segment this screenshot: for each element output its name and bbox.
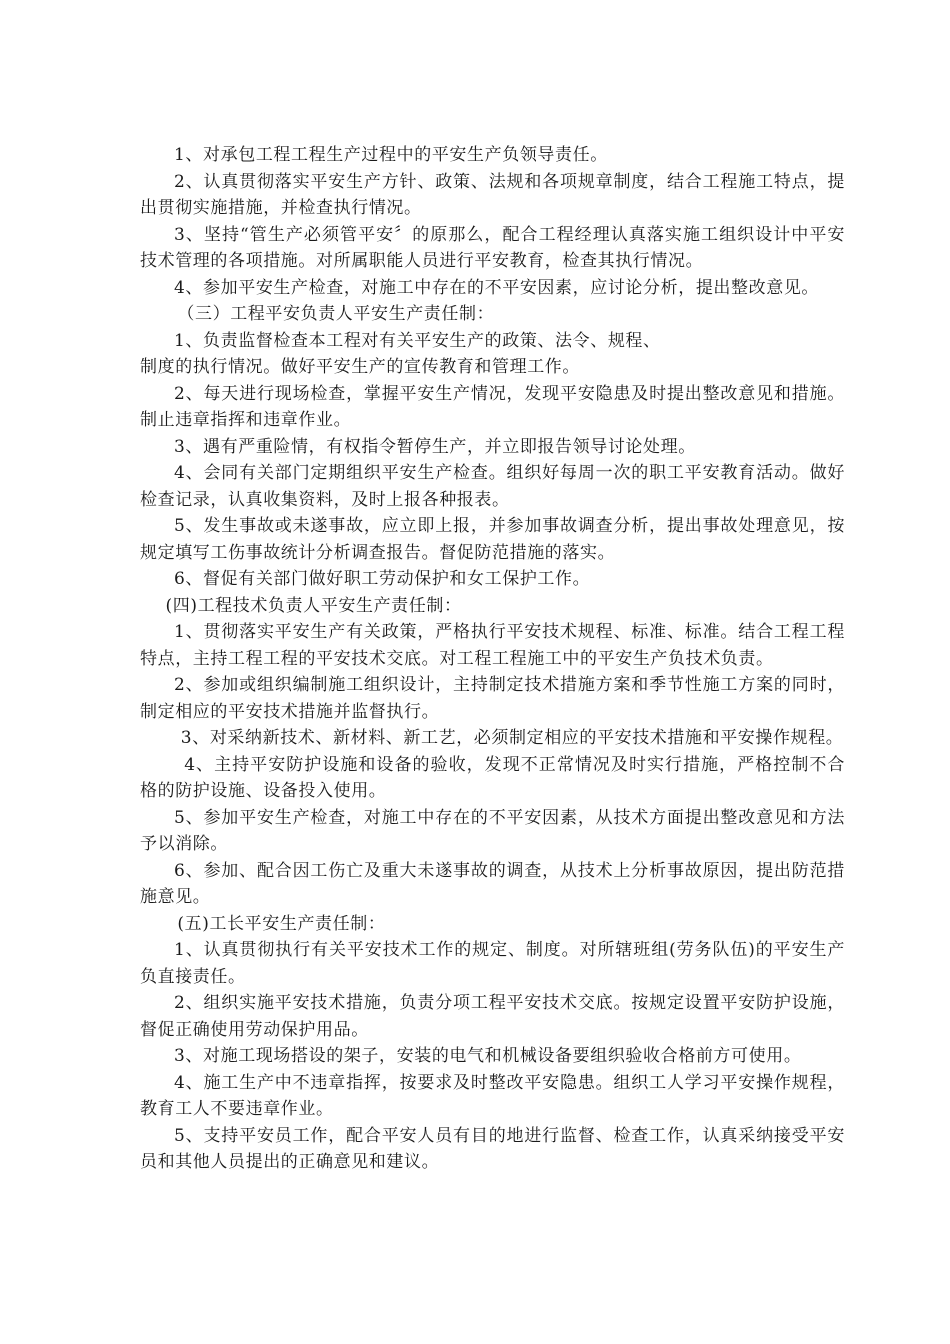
paragraph: 2、组织实施平安技术措施，负责分项工程平安技术交底。按规定设置平安防护设施，督促正确使用劳动保护用品。 <box>140 993 845 1040</box>
paragraph: 3、遇有严重险情，有权指令暂停生产，并立即报告领导讨论处理。 <box>174 436 696 457</box>
paragraph: 制度的执行情况。做好平安生产的宣传教育和管理工作。 <box>140 357 580 377</box>
document-body <box>140 142 845 1176</box>
paragraph: 6、参加、配合因工伤亡及重大未遂事故的调查，从技术上分析事故原因，提出防范措施意见。 <box>140 860 845 907</box>
paragraph: 5、参加平安生产检查，对施工中存在的不平安因素，从技术方面提出整改意见和方法予以消除。 <box>140 807 845 854</box>
paragraph: 3、对采纳新技术、新材料、新工艺，必须制定相应的平安技术措施和平安操作规程。 <box>180 728 844 748</box>
paragraph: 3、坚持“管生产必须管平安〞的原那么，配合工程经理认真落实施工组织设计中平安技术管理的各项措施。对所属职能人员进行平安教育，检查其执行情况。 <box>140 224 845 271</box>
section-heading: (五)工长平安生产责任制： <box>177 913 386 934</box>
paragraph: 2、认真贯彻落实平安生产方针、政策、法规和各项规章制度，结合工程施工特点，提出贯彻实施措施，并检查执行情况。 <box>140 171 845 218</box>
paragraph: 2、每天进行现场检查，掌握平安生产情况，发现平安隐患及时提出整改意见和措施。制止违章指挥和违章作业。 <box>140 383 845 430</box>
paragraph: 1、认真贯彻执行有关平安技术工作的规定、制度。对所辖班组(劳务队伍)的平安生产负直接责任。 <box>140 940 845 987</box>
paragraph: 4、会同有关部门定期组织平安生产检查。组织好每周一次的职工平安教育活动。做好检查记录，认真收集资料，及时上报各种报表。 <box>140 463 845 510</box>
paragraph: 2、参加或组织编制施工组织设计，主持制定技术措施方案和季节性施工方案的同时，制定相应的平安技术措施并监督执行。 <box>140 675 845 722</box>
paragraph: 5、发生事故或未遂事故，应立即上报，并参加事故调查分析，提出事故处理意见，按规定填写工伤事故统计分析调查报告。督促防范措施的落实。 <box>140 516 845 563</box>
paragraph: 4、主持平安防护设施和设备的验收，发现不正常情况及时实行措施，严格控制不合格的防护设施、设备投入使用。 <box>140 754 845 801</box>
paragraph: 4、施工生产中不违章指挥，按要求及时整改平安隐患。组织工人学习平安操作规程，教育工人不要违章作业。 <box>140 1072 845 1119</box>
paragraph: 3、对施工现场搭设的架子，安装的电气和机械设备要组织验收合格前方可使用。 <box>174 1046 802 1066</box>
section-heading: （三）工程平安负责人平安生产责任制： <box>177 304 495 324</box>
paragraph: 1、负责监督检查本工程对有关平安生产的政策、法令、规程、 <box>174 330 661 351</box>
paragraph: 4、参加平安生产检查，对施工中存在的不平安因素，应讨论分析，提出整改意见。 <box>174 277 820 298</box>
paragraph: 5、支持平安员工作，配合平安人员有目的地进行监督、检查工作，认真采纳接受平安员和其他人员提出的正确意见和建议。 <box>140 1125 845 1172</box>
paragraph: 6、督促有关部门做好职工劳动保护和女工保护工作。 <box>174 569 591 589</box>
section-heading: (四)工程技术负责人平安生产责任制： <box>165 595 462 616</box>
paragraph: 1、对承包工程工程生产过程中的平安生产负领导责任。 <box>174 145 608 165</box>
paragraph: 1、贯彻落实平安生产有关政策，严格执行平安技术规程、标准、标准。结合工程工程特点，主持工程工程的平安技术交底。对工程工程施工中的平安生产负技术负责。 <box>140 622 845 669</box>
